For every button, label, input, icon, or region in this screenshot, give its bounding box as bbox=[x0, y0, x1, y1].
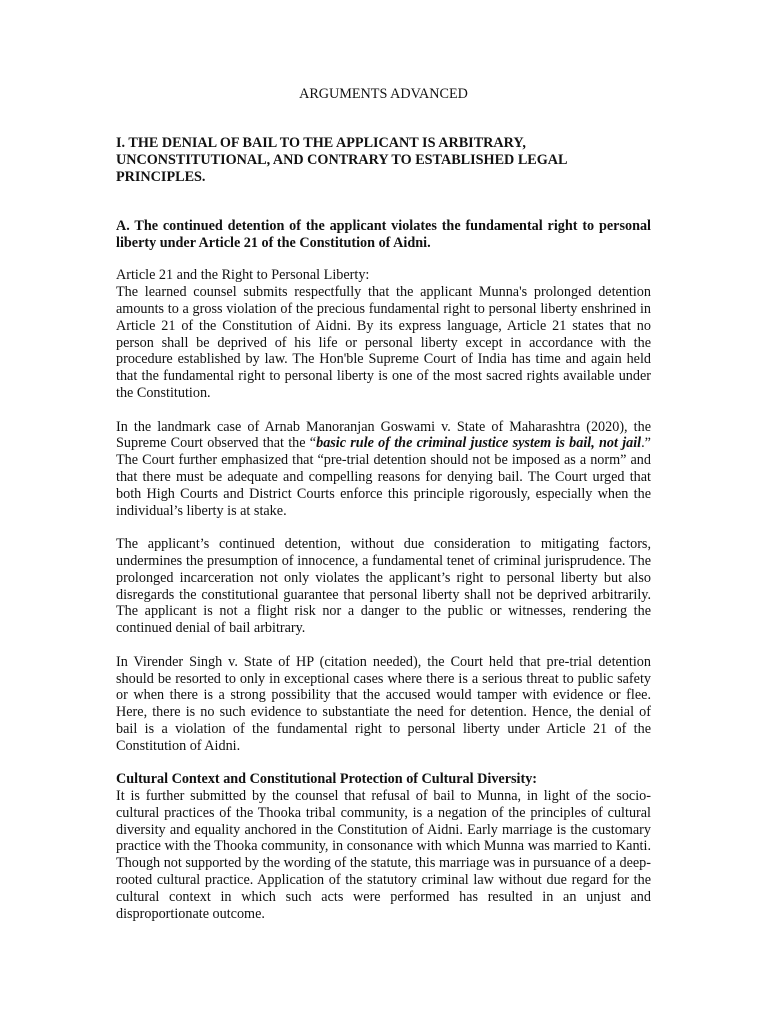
paragraph-arnab-text-a: In the landmark case of Arnab Manoranjan Goswami v. State of Maharashtra (2020), the Supreme Court observed that the “ bbox=[116, 418, 651, 452]
paragraph-continued-detention: The applicant’s continued detention, without due consideration to mitigating factors, undermines the presumption of innocence, a fundamental tenet of criminal jurisprudence. The prolonged incarceration not only violates the applicant’s right to personal liberty but also disregards the constitutional guarantee that personal liberty shall not be deprived arbitrarily. The applicant is not a flight risk nor a danger to the public or witnesses, rendering the continued denial of bail arbitrary. bbox=[116, 536, 651, 637]
bail-not-jail-quote: basic rule of the criminal justice system is bail, not jail bbox=[316, 435, 642, 452]
paragraph-virender-singh: In Virender Singh v. State of HP (citation needed), the Court held that pre-trial detention should be resorted to only in exceptional cases where there is a serious threat to public safety or when there is a strong possibility that the accused would tamper with evidence or flee. Here, there is no such evidence to substantiate the need for detention. Hence, the denial of bail is a violation of the fundamental right to personal liberty under Article 21 of the Constitution of Aidni. bbox=[116, 653, 651, 754]
paragraph-arnab-goswami bbox=[116, 419, 651, 520]
section-heading: I. THE DENIAL OF BAIL TO THE APPLICANT IS ARBITRARY, UNCONSTITUTIONAL, AND CONTRARY TO ESTABLISHED LEGAL PRINCIPLES. bbox=[116, 134, 567, 185]
document-title: ARGUMENTS ADVANCED bbox=[299, 86, 468, 102]
cultural-context-subheading: Cultural Context and Constitutional Protection of Cultural Diversity: bbox=[116, 771, 538, 788]
article-21-subheading: Article 21 and the Right to Personal Liberty: bbox=[116, 267, 370, 284]
document-page bbox=[116, 86, 651, 922]
subsection-heading: A. The continued detention of the applicant violates the fundamental right to personal liberty under Article 21 of the Constitution of Aidni. bbox=[116, 217, 651, 251]
paragraph-article-21: The learned counsel submits respectfully that the applicant Munna's prolonged detention amounts to a gross violation of the precious fundamental right to personal liberty enshrined in Article 21 of the Constitution of Aidni. By its express language, Article 21 states that no person shall be deprived of his life or personal liberty except in accordance with the procedure established by law. The Hon'ble Supreme Court of India has time and again held that the fundamental right to personal liberty is one of the most sacred rights available under the Constitution. bbox=[116, 284, 651, 401]
paragraph-cultural-context: It is further submitted by the counsel that refusal of bail to Munna, in light of the socio-cultural practices of the Thooka tribal community, is a negation of the principles of cultural diversity and equality anchored in the Constitution of Aidni. Early marriage is the customary practice with the Thooka community, in consonance with which Munna was married to Kanti. Though not supported by the wording of the statute, this marriage was in pursuance of a deep-rooted cultural practice. Application of the statutory criminal law without due regard for the cultural context in which such acts were performed has resulted in an unjust and disproportionate outcome. bbox=[116, 788, 651, 922]
paragraph-arnab-text-b: .” The Court further emphasized that “pre-trial detention should not be imposed as a norm” and that there must be adequate and compelling reasons for denying bail. The Court urged that both High Courts and District Courts enforce this principle rigorously, especially when the individual’s liberty is at stake. bbox=[116, 435, 651, 519]
